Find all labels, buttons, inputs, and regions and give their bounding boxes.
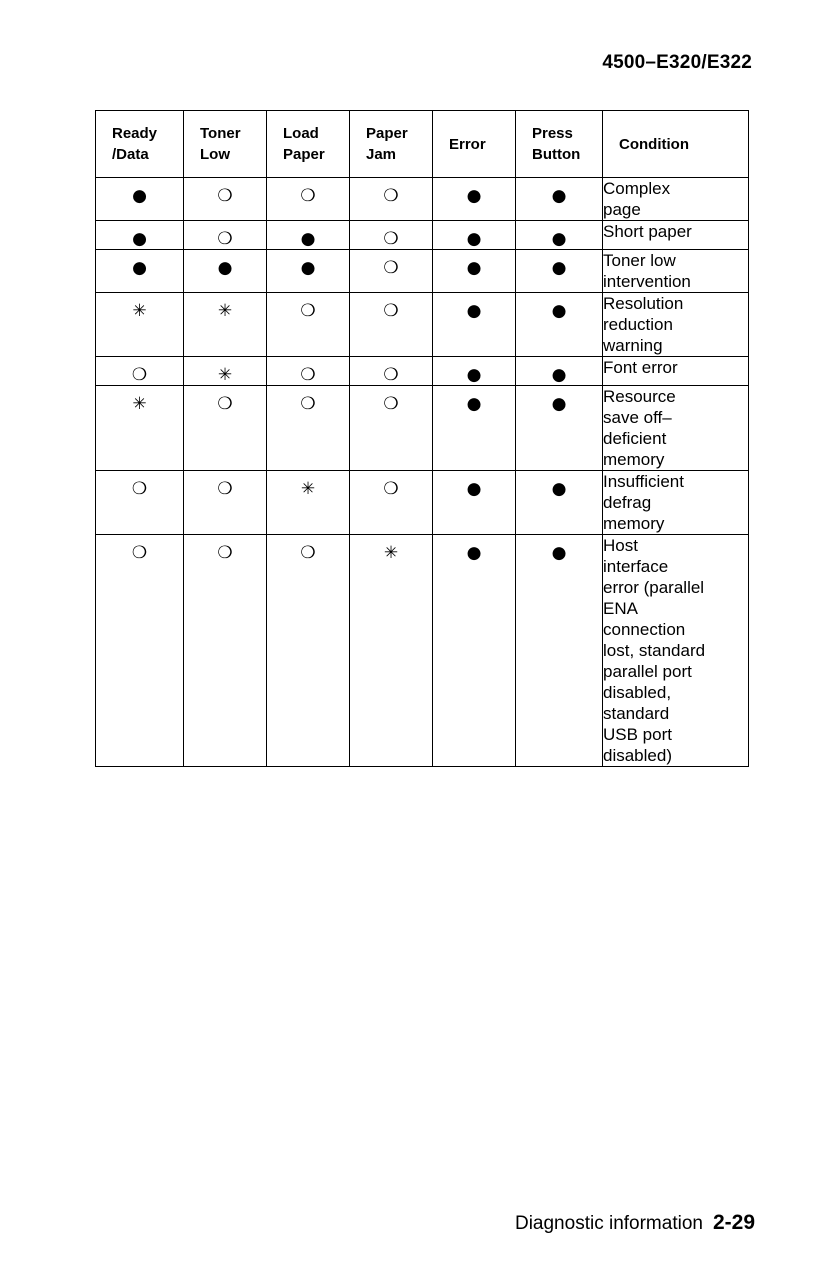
light-state-icon: ✳ bbox=[132, 301, 147, 321]
light-state-icon: ❍ bbox=[300, 365, 316, 385]
condition-text-line: disabled, bbox=[603, 683, 672, 702]
light-state-icon: ❍ bbox=[217, 479, 233, 499]
light-state-icon: ❍ bbox=[300, 394, 316, 414]
condition-cell bbox=[603, 293, 749, 357]
light-state-cell bbox=[96, 178, 184, 221]
column-header bbox=[603, 111, 749, 178]
light-state-cell bbox=[184, 178, 267, 221]
condition-text-line: Resource bbox=[603, 387, 676, 406]
light-state-icon: ● bbox=[551, 186, 567, 206]
table-row bbox=[96, 221, 749, 250]
condition-cell bbox=[603, 471, 749, 535]
light-state-cell bbox=[267, 357, 350, 386]
light-state-icon: ❍ bbox=[300, 186, 316, 206]
condition-text-line: USB port bbox=[603, 725, 672, 744]
light-state-cell bbox=[350, 386, 433, 471]
light-state-icon: ❍ bbox=[131, 365, 148, 385]
light-state-cell bbox=[350, 250, 433, 293]
light-state-cell bbox=[350, 293, 433, 357]
light-state-cell bbox=[267, 221, 350, 250]
light-state-cell bbox=[267, 250, 350, 293]
condition-cell bbox=[603, 535, 749, 767]
light-state-icon: ● bbox=[551, 479, 567, 499]
light-state-icon: ● bbox=[132, 186, 147, 206]
condition-cell bbox=[603, 386, 749, 471]
light-state-icon: ❍ bbox=[131, 479, 148, 499]
column-header-line: Load bbox=[283, 125, 319, 142]
light-state-cell bbox=[433, 471, 516, 535]
page-number: 2-29 bbox=[712, 1211, 755, 1234]
light-state-cell bbox=[516, 535, 603, 767]
table-row bbox=[96, 471, 749, 535]
light-state-cell bbox=[350, 471, 433, 535]
table-body bbox=[96, 178, 749, 767]
light-state-icon: ❍ bbox=[217, 394, 233, 414]
condition-text-line: Font error bbox=[603, 358, 678, 377]
light-state-cell bbox=[96, 535, 184, 767]
column-header-line: Paper bbox=[283, 146, 325, 163]
condition-text-line: connection bbox=[603, 620, 686, 639]
light-state-cell bbox=[350, 535, 433, 767]
column-header-line: Toner bbox=[200, 125, 241, 142]
light-state-cell bbox=[433, 535, 516, 767]
column-header-line: Press bbox=[532, 125, 573, 142]
light-state-cell bbox=[433, 221, 516, 250]
column-header bbox=[96, 111, 184, 178]
light-state-icon: ❍ bbox=[383, 186, 399, 206]
condition-text-line: warning bbox=[603, 336, 663, 355]
condition-text-line: Toner low bbox=[603, 251, 676, 270]
condition-text-line: interface bbox=[603, 557, 669, 576]
light-state-icon: ❍ bbox=[383, 479, 399, 499]
column-header-line: Low bbox=[200, 146, 230, 163]
light-state-cell bbox=[267, 293, 350, 357]
light-state-cell bbox=[350, 178, 433, 221]
light-state-cell bbox=[267, 471, 350, 535]
table-header-row bbox=[96, 111, 749, 178]
light-state-icon: ✳ bbox=[217, 301, 233, 321]
condition-text-line: lost, standard bbox=[603, 641, 706, 660]
table-row bbox=[96, 535, 749, 767]
light-state-icon: ● bbox=[551, 394, 567, 414]
light-state-cell bbox=[96, 386, 184, 471]
light-state-icon: ● bbox=[217, 258, 233, 278]
column-header bbox=[267, 111, 350, 178]
condition-text-line: memory bbox=[603, 514, 665, 533]
light-state-cell bbox=[184, 535, 267, 767]
light-state-cell bbox=[267, 386, 350, 471]
light-state-cell bbox=[433, 250, 516, 293]
light-state-icon: ❍ bbox=[383, 229, 399, 249]
condition-text-line: Short paper bbox=[603, 222, 692, 241]
operator-panel-light-table bbox=[95, 110, 749, 767]
light-state-icon: ✳ bbox=[217, 365, 233, 385]
condition-text-line: page bbox=[603, 200, 641, 219]
column-header bbox=[350, 111, 433, 178]
condition-text-line: intervention bbox=[603, 272, 691, 291]
light-state-cell bbox=[433, 293, 516, 357]
light-state-cell bbox=[267, 178, 350, 221]
column-header-line: Button bbox=[532, 146, 581, 163]
condition-text-line: reduction bbox=[603, 315, 673, 334]
condition-cell bbox=[603, 250, 749, 293]
column-header-line: /Data bbox=[112, 146, 149, 163]
light-state-icon: ● bbox=[466, 301, 482, 321]
light-state-icon: ● bbox=[300, 258, 316, 278]
light-state-cell bbox=[516, 250, 603, 293]
light-state-icon: ● bbox=[466, 543, 482, 563]
table-row bbox=[96, 250, 749, 293]
footer-section-title: Diagnostic information bbox=[514, 1213, 703, 1234]
light-state-icon: ✳ bbox=[300, 479, 316, 499]
light-state-icon: ● bbox=[551, 301, 567, 321]
condition-text-line: Resolution bbox=[603, 294, 684, 313]
condition-text-line: deficient bbox=[603, 429, 667, 448]
light-state-icon: ❍ bbox=[217, 229, 233, 249]
light-state-cell bbox=[96, 357, 184, 386]
table-row bbox=[96, 293, 749, 357]
light-state-cell bbox=[184, 250, 267, 293]
light-state-icon: ● bbox=[551, 229, 567, 249]
light-state-cell bbox=[184, 471, 267, 535]
light-state-icon: ● bbox=[466, 365, 482, 385]
light-state-cell bbox=[96, 471, 184, 535]
light-state-icon: ● bbox=[466, 394, 482, 414]
light-state-cell bbox=[516, 221, 603, 250]
light-state-icon: ❍ bbox=[300, 543, 316, 563]
condition-cell bbox=[603, 221, 749, 250]
condition-text-line: ENA bbox=[603, 599, 638, 618]
column-header-line: Jam bbox=[366, 146, 397, 163]
condition-text-line: error (parallel bbox=[603, 578, 705, 597]
light-state-cell bbox=[516, 471, 603, 535]
condition-text-line: defrag bbox=[603, 493, 652, 512]
light-state-cell bbox=[350, 221, 433, 250]
light-state-icon: ● bbox=[466, 229, 482, 249]
page-footer bbox=[515, 1211, 755, 1235]
column-header-line: Ready bbox=[112, 125, 158, 142]
column-header-line: Condition bbox=[619, 135, 689, 153]
column-header bbox=[433, 111, 516, 178]
light-state-icon: ❍ bbox=[131, 543, 148, 563]
light-state-cell bbox=[96, 221, 184, 250]
light-state-cell bbox=[516, 178, 603, 221]
light-state-icon: ● bbox=[551, 543, 567, 563]
condition-text-line: save off– bbox=[603, 408, 672, 427]
table-row bbox=[96, 386, 749, 471]
light-state-icon: ❍ bbox=[383, 258, 399, 278]
light-state-icon: ● bbox=[466, 258, 482, 278]
light-state-cell bbox=[184, 221, 267, 250]
condition-text-line: memory bbox=[603, 450, 665, 469]
light-state-icon: ❍ bbox=[383, 301, 399, 321]
condition-cell bbox=[603, 357, 749, 386]
light-state-cell bbox=[433, 386, 516, 471]
light-state-icon: ❍ bbox=[383, 365, 399, 385]
table-row bbox=[96, 357, 749, 386]
light-state-cell bbox=[184, 386, 267, 471]
light-state-icon: ● bbox=[466, 479, 482, 499]
light-state-icon: ❍ bbox=[383, 394, 399, 414]
condition-text-line: disabled) bbox=[603, 746, 672, 765]
condition-text-line: parallel port bbox=[603, 662, 692, 681]
light-state-cell bbox=[184, 293, 267, 357]
light-state-icon: ● bbox=[132, 258, 147, 278]
light-state-cell bbox=[96, 293, 184, 357]
light-state-icon: ● bbox=[551, 365, 567, 385]
light-state-icon: ❍ bbox=[217, 543, 233, 563]
condition-text-line: Insufficient bbox=[603, 472, 684, 491]
column-header-line: Paper bbox=[366, 125, 408, 142]
condition-text-line: standard bbox=[603, 704, 670, 723]
light-state-cell bbox=[350, 357, 433, 386]
light-state-icon: ● bbox=[551, 258, 567, 278]
light-state-icon: ❍ bbox=[217, 186, 233, 206]
condition-text-line: Complex bbox=[603, 179, 671, 198]
light-state-cell bbox=[184, 357, 267, 386]
light-state-cell bbox=[433, 357, 516, 386]
light-state-cell bbox=[516, 293, 603, 357]
manual-model-code: 4500–E320/E322 bbox=[602, 52, 752, 73]
light-state-cell bbox=[516, 357, 603, 386]
condition-cell bbox=[603, 178, 749, 221]
column-header bbox=[184, 111, 267, 178]
light-state-cell bbox=[96, 250, 184, 293]
condition-text-line: Host bbox=[603, 536, 638, 555]
light-state-icon: ❍ bbox=[300, 301, 316, 321]
light-state-icon: ✳ bbox=[383, 543, 399, 563]
light-state-cell bbox=[516, 386, 603, 471]
light-state-cell bbox=[267, 535, 350, 767]
light-state-icon: ● bbox=[466, 186, 482, 206]
column-header-line: Error bbox=[449, 135, 486, 153]
light-state-icon: ✳ bbox=[132, 394, 147, 414]
column-header bbox=[516, 111, 603, 178]
light-state-cell bbox=[433, 178, 516, 221]
light-state-icon: ● bbox=[132, 229, 147, 249]
table-row bbox=[96, 178, 749, 221]
light-state-icon: ● bbox=[300, 229, 316, 249]
